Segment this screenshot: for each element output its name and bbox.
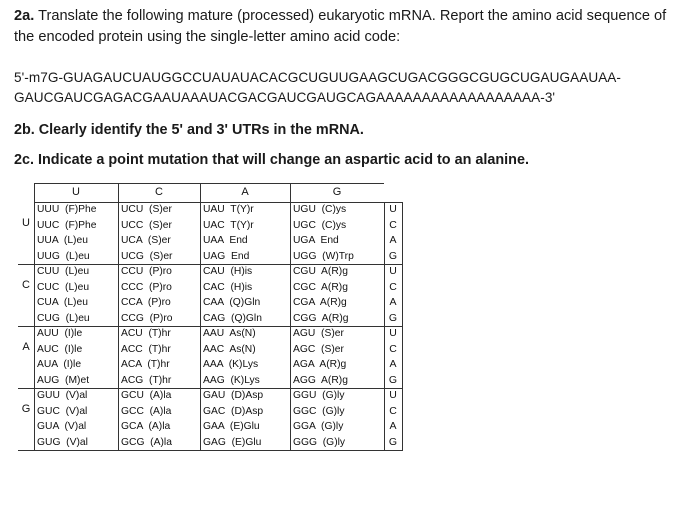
codon-entry: AAU As(N) bbox=[203, 328, 256, 339]
column-header-a: A bbox=[241, 186, 249, 198]
third-base-label: U bbox=[389, 203, 397, 215]
codon-entry: CAG (Q)Gln bbox=[203, 312, 262, 324]
codon-entry: CAA (Q)Gln bbox=[203, 297, 261, 308]
codon-entry: AGG A(R)g bbox=[293, 374, 348, 386]
codon-entry: UAG End bbox=[203, 250, 250, 262]
codon-entry: AGC (S)er bbox=[293, 343, 344, 355]
codon-entry: CGU A(R)g bbox=[293, 266, 348, 277]
codon-entry: GGU (G)ly bbox=[293, 390, 345, 401]
codon-entry: UAU T(Y)r bbox=[203, 204, 254, 215]
mrna-sequence bbox=[14, 68, 690, 108]
codon-entry: UGG (W)Trp bbox=[293, 250, 354, 262]
codon-entry: UCG (S)er bbox=[121, 250, 173, 262]
first-base-label-c: C bbox=[22, 278, 30, 291]
codon-entry: CUC (L)eu bbox=[37, 281, 90, 293]
codon-entry: GGA (G)ly bbox=[293, 421, 344, 432]
codon-entry: GAA (E)Glu bbox=[203, 421, 260, 432]
codon-entry: GGG (G)ly bbox=[293, 436, 346, 448]
codon-entry: CCA (P)ro bbox=[121, 297, 171, 308]
first-base-label-u: U bbox=[22, 216, 30, 229]
codon-entry: GUU (V)al bbox=[37, 390, 88, 401]
third-base-label: A bbox=[389, 420, 397, 432]
table-vline bbox=[34, 183, 35, 451]
codon-entry: CGA A(R)g bbox=[293, 297, 347, 308]
codon-entry: UGA End bbox=[293, 235, 339, 246]
table-vline bbox=[200, 183, 201, 451]
third-base-label: U bbox=[389, 389, 397, 401]
table-vline bbox=[402, 202, 403, 451]
codon-entry: ACG (T)hr bbox=[121, 374, 172, 386]
codon-entry: UCU (S)er bbox=[121, 204, 172, 215]
codon-entry: AAC As(N) bbox=[203, 343, 256, 355]
codon-entry: GCU (A)la bbox=[121, 390, 172, 401]
table-border-bottom bbox=[18, 450, 402, 451]
codon-entry: AAG (K)Lys bbox=[203, 374, 260, 386]
codon-entry: UUC (F)Phe bbox=[37, 219, 97, 231]
codon-entry: GUC (V)al bbox=[37, 405, 88, 417]
third-base-label: C bbox=[389, 404, 397, 417]
question-2b: 2b. Clearly identify the 5' and 3' UTRs in the mRNA. bbox=[14, 122, 364, 138]
codon-entry: GUG (V)al bbox=[37, 436, 88, 448]
third-base-label: A bbox=[389, 296, 397, 308]
codon-entry: AGA A(R)g bbox=[293, 359, 347, 370]
column-header-g: G bbox=[332, 186, 342, 198]
codon-entry: CCU (P)ro bbox=[121, 266, 172, 277]
question-2a-text: Translate the following mature (processed) eukaryotic mRNA. Report the amino acid sequence of the encoded protein using the single-letter amino acid code: bbox=[14, 8, 667, 45]
codon-entry: GUA (V)al bbox=[37, 421, 87, 432]
column-header-c: C bbox=[155, 186, 163, 198]
third-base-label: C bbox=[389, 280, 397, 293]
codon-entry: UUG (L)eu bbox=[37, 250, 90, 262]
codon-entry: UGC (C)ys bbox=[293, 219, 347, 231]
codon-entry: AGU (S)er bbox=[293, 328, 344, 339]
codon-entry: GAC (D)Asp bbox=[203, 405, 264, 417]
codon-entry: AUC (I)le bbox=[37, 343, 83, 355]
table-group-separator bbox=[18, 326, 402, 327]
codon-entry: AAA (K)Lys bbox=[203, 359, 259, 370]
codon-entry: AUG (M)et bbox=[37, 374, 90, 386]
codon-entry: GAU (D)Asp bbox=[203, 390, 264, 401]
third-base-label: U bbox=[389, 327, 397, 339]
codon-entry: GGC (G)ly bbox=[293, 405, 345, 417]
third-base-label: U bbox=[389, 265, 397, 277]
codon-entry: CCC (P)ro bbox=[121, 281, 172, 293]
first-base-label-g: G bbox=[21, 402, 31, 415]
third-base-label: C bbox=[389, 218, 397, 231]
table-header-top bbox=[34, 183, 384, 184]
codon-entry: CGG A(R)g bbox=[293, 312, 349, 324]
codon-entry: CUA (L)eu bbox=[37, 297, 88, 308]
table-vline bbox=[118, 183, 119, 451]
table-group-separator bbox=[18, 388, 402, 389]
question-2c: 2c. Indicate a point mutation that will change an aspartic acid to an alanine. bbox=[14, 152, 529, 168]
third-base-label: G bbox=[388, 373, 398, 386]
first-base-label-a: A bbox=[22, 340, 30, 353]
codon-entry: UAC T(Y)r bbox=[203, 219, 254, 231]
codon-entry: UUA (L)eu bbox=[37, 235, 88, 246]
codon-entry: CUG (L)eu bbox=[37, 312, 90, 324]
third-base-label: G bbox=[388, 435, 398, 448]
codon-entry: UUU (F)Phe bbox=[37, 204, 97, 215]
codon-entry: UAA End bbox=[203, 235, 248, 246]
third-base-label: G bbox=[388, 311, 398, 324]
codon-entry: ACA (T)hr bbox=[121, 359, 170, 370]
codon-entry: ACC (T)hr bbox=[121, 343, 171, 355]
codon-entry: CAU (H)is bbox=[203, 266, 253, 277]
codon-entry: GCA (A)la bbox=[121, 421, 171, 432]
table-group-separator bbox=[18, 264, 402, 265]
codon-entry: AUU (I)le bbox=[37, 328, 83, 339]
third-base-label: A bbox=[389, 358, 397, 370]
column-header-u: U bbox=[72, 186, 80, 198]
codon-entry: UCC (S)er bbox=[121, 219, 172, 231]
codon-entry: ACU (T)hr bbox=[121, 328, 171, 339]
codon-entry: GAG (E)Glu bbox=[203, 436, 262, 448]
codon-entry: GCC (A)la bbox=[121, 405, 172, 417]
codon-entry: CCG (P)ro bbox=[121, 312, 173, 324]
codon-entry: CAC (H)is bbox=[203, 281, 253, 293]
third-base-label: G bbox=[388, 249, 398, 262]
third-base-label: A bbox=[389, 234, 397, 246]
codon-entry: UCA (S)er bbox=[121, 235, 171, 246]
question-2a bbox=[14, 6, 690, 48]
table-vline bbox=[290, 183, 291, 451]
third-base-label: C bbox=[389, 342, 397, 355]
codon-entry: CUU (L)eu bbox=[37, 266, 90, 277]
codon-entry: AUA (I)le bbox=[37, 359, 82, 370]
codon-entry: GCG (A)la bbox=[121, 436, 172, 448]
question-2a-number: 2a. bbox=[14, 8, 35, 24]
codon-entry: UGU (C)ys bbox=[293, 204, 347, 215]
codon-entry: CGC A(R)g bbox=[293, 281, 348, 293]
codon-table bbox=[18, 183, 404, 509]
mrna-sequence-line-1: 5'-m7G-GUAGAUCUAUGGCCUAUAUACACGCUGUUGAAGCUGACGGGCGUGCUGAUGAAUAA- bbox=[14, 70, 621, 85]
table-border-top bbox=[34, 202, 402, 203]
mrna-sequence-line-2: GAUCGAUCGAGACGAAUAAAUACGACGAUCGAUGCAGAAAAAAAAAAAAAAAAAA-3' bbox=[14, 90, 556, 105]
